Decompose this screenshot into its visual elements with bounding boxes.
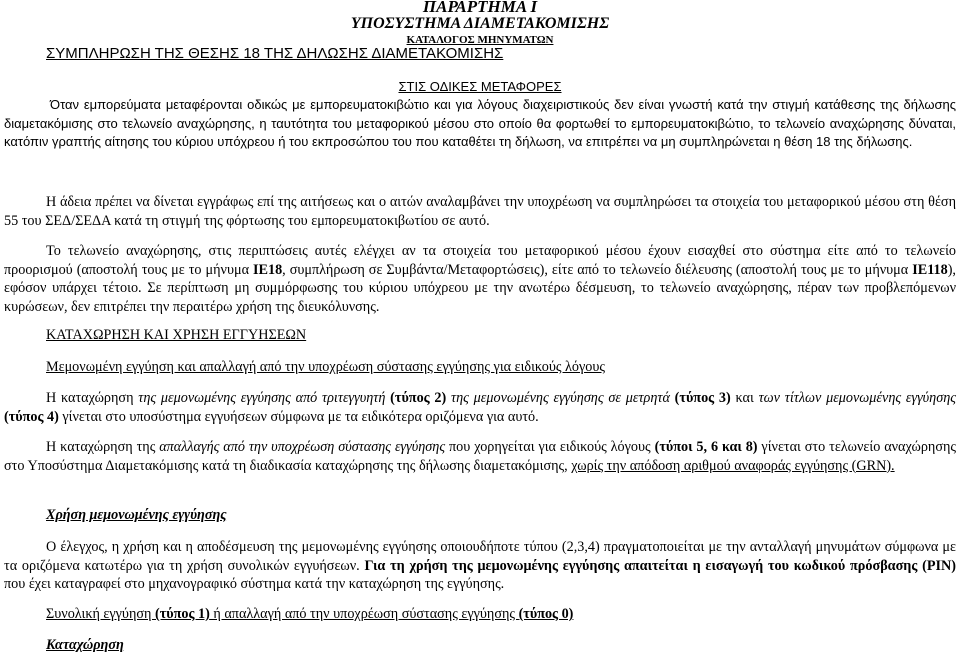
catalog-title: ΚΑΤΑΛΟΓΟΣ ΜΗΝΥΜΑΤΩΝ (406, 34, 554, 46)
system-title: ΥΠΟΣΥΣΤΗΜΑ ΔΙΑΜΕΤΑΚΟΜΙΣΗΣ (350, 15, 610, 32)
single-guarantee-use-paragraph: Ο έλεγχος, η χρήση και η αποδέσμευση της μεμονωμένης εγγύησης οποιουδήποτε τύπου (2,3,4) πραγματοποιείται με την ανταλλαγή μηνυμάτων σύμφωνα με τα οριζόμενα κατωτέρω για τη χρήση συνολικών εγγυήσεων. Για τη χρήση της μεμονωμένης εγγύησης απαιτείται η εισαγωγή του κωδικού πρόσβασης (PIN) που έχει καταγραφεί στο μηχανογραφικό σύστημα κατά την καταχώρηση της εγγύησης. (4, 539, 956, 593)
road-paragraph-3: Το τελωνείο αναχώρησης, στις περιπτώσεις αυτές ελέγχει αν τα στοιχεία του μεταφορικού μέσου έχουν εισαχθεί στο σύστημα είτε από το τελωνείο προορισμού (αποστολή τους με το μήνυμα IE18, συμπλήρωση σε Συμβάντα/Μεταφορτώσεις), είτε από το τελωνείο διέλευσης (αποστολή τους με το μήνυμα IE118), εφόσον υπάρχει τέτοιο. Σε περίπτωση μη συμμόρφωσης του κύριου υπόχρεου με την ανωτέρω δέσμευση, το τελωνείο αναχώρησης, πέραν των προβλεπόμενων κυρώσεων, δεν επιτρέπει την περαιτέρω χρήση της διευκόλυνσης. (4, 243, 956, 315)
annex-title: ΠΑΡΑΡΤΗΜΑ Ι (422, 0, 538, 16)
registration-title: Καταχώρηση (46, 637, 124, 653)
comprehensive-guarantee-title: Συνολική εγγύηση (τύπος 1) ή απαλλαγή από την υποχρέωση σύστασης εγγύησης (τύπος 0) (46, 606, 574, 622)
road-paragraph-1: Όταν εμπορεύματα μεταφέρονται οδικώς με εμπορευματοκιβώτιο και για λόγους διαχειριστικούς δεν είναι γνωστή κατά την στιγμή κατάθεσης της δήλωσης διαμετακόμισης στο τελωνείο αναχώρησης, η ταυτότητα του μεταφορικού μέσου στο οποίο θα φορτωθεί το εμπορευματοκιβώτιο, το τελωνείο αναχώρησης δύναται, κατόπιν γραπτής αίτησης του κύριου υπόχρεου ή του εκπροσώπου του που καταθέτει τη δήλωση, να επιτρέπει να μη συμπληρώνεται η θέση 18 της δήλωσης. (4, 97, 956, 149)
road-transport-title: ΣΤΙΣ ΟΔΙΚΕΣ ΜΕΤΑΦΟΡΕΣ (398, 79, 562, 94)
single-guarantee-use-title: Χρήση μεμονωμένης εγγύησης (46, 507, 227, 523)
guarantees-paragraph-2: Η καταχώρηση της απαλλαγής από την υποχρέωση σύστασης εγγύησης που χορηγείται για ειδικούς λόγους (τύποι 5, 6 και 8) γίνεται στο τελωνείο αναχώρησης στο Υποσύστημα Διαμετακόμισης κατά τη διαδικασία καταχώρησης της δήλωσης διαμετακόμισης, χωρίς την απόδοση αριθμού αναφοράς εγγύησης (GRN). (4, 439, 957, 474)
road-paragraph-2: Η άδεια πρέπει να δίνεται εγγράφως επί της αιτήσεως και ο αιτών αναλαμβάνει την υποχρέωση να συμπληρώσει τα στοιχεία του μεταφορικού μέσου στη θέση 55 του ΣΕΔ/ΣΕΔΑ κατά τη στιγμή της φόρτωσης του εμπορευματοκιβωτίου σε αυτό. (4, 194, 956, 229)
guarantees-subtitle: Μεμονωμένη εγγύηση και απαλλαγή από την υποχρέωση σύστασης εγγύησης για ειδικούς λόγους (46, 359, 605, 375)
guarantees-paragraph-1: Η καταχώρηση της μεμονωμένης εγγύησης από τριτεγγυητή (τύπος 2) της μεμονωμένης εγγύησης σε μετρητά (τύπος 3) και των τίτλων μεμονωμένης εγγύησης (τύπος 4) γίνεται στο υποσύστημα εγγυήσεων σύμφωνα με τα ειδικότερα οριζόμενα για αυτό. (4, 390, 956, 425)
section-subtitle: ΣΥΜΠΛΗΡΩΣΗ ΤΗΣ ΘΕΣΗΣ 18 ΤΗΣ ΔΗΛΩΣΗΣ ΔΙΑΜΕΤΑΚΟΜΙΣΗΣ (46, 45, 504, 62)
guarantees-title: ΚΑΤΑΧΩΡΗΣΗ ΚΑΙ ΧΡΗΣΗ ΕΓΓΥΗΣΕΩΝ (46, 327, 307, 343)
